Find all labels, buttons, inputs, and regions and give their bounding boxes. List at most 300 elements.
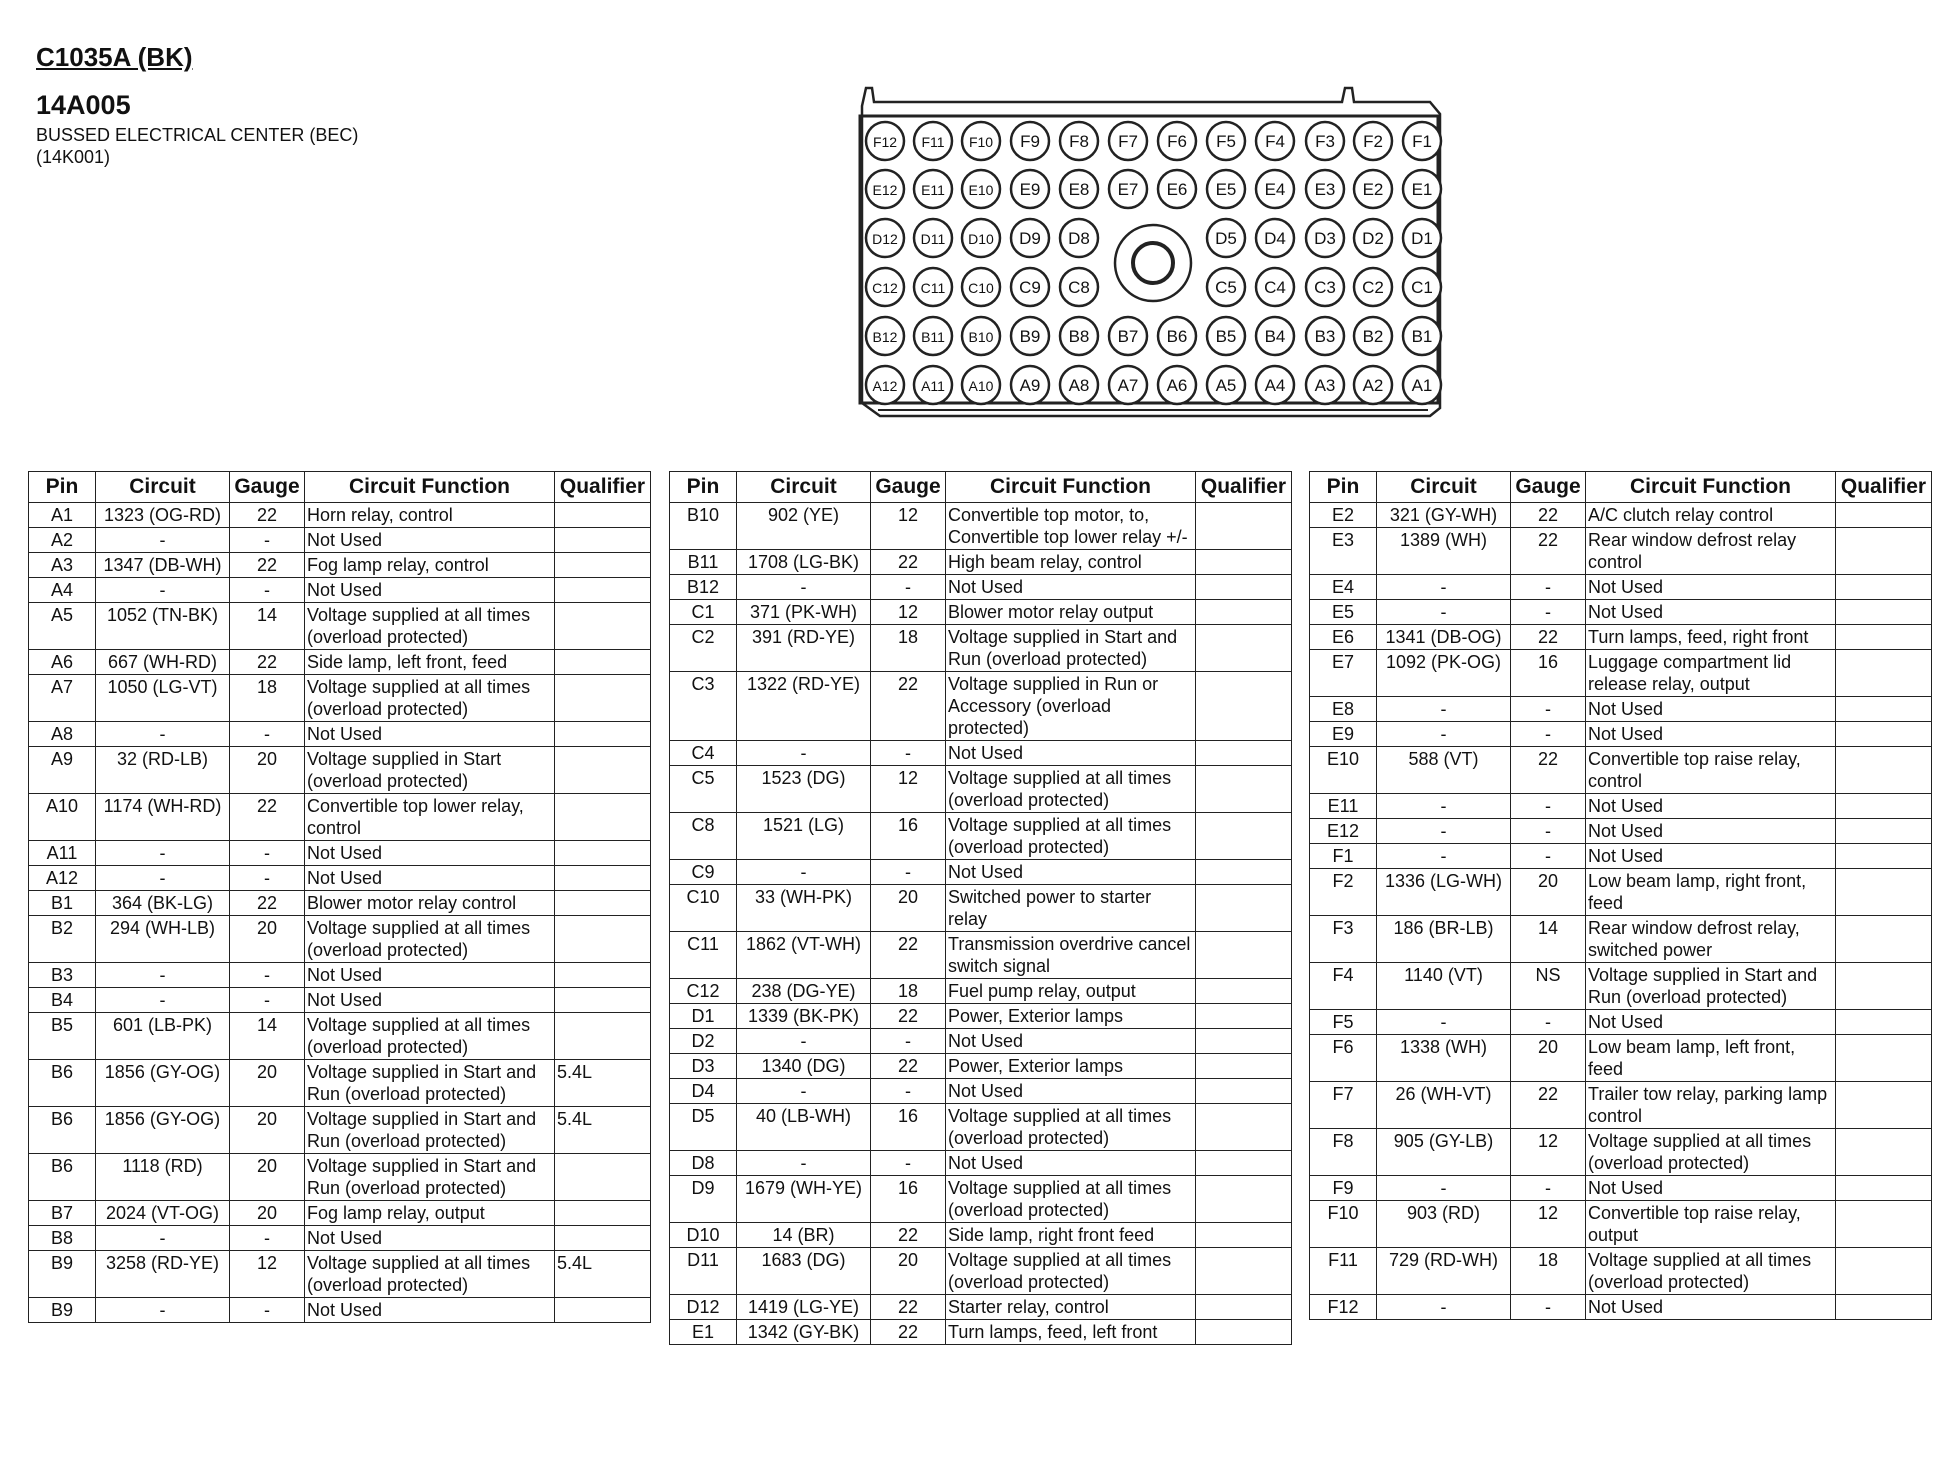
pin-cell: D11 <box>670 1248 737 1295</box>
qualifier-cell <box>1196 1320 1292 1345</box>
pin-cell: E3 <box>1310 528 1377 575</box>
gauge-cell: - <box>230 722 305 747</box>
pin-label: D8 <box>1068 229 1090 248</box>
pin-label: D3 <box>1314 229 1336 248</box>
qualifier-cell <box>1836 650 1932 697</box>
pin-table-1 <box>28 471 651 1323</box>
gauge-cell: 22 <box>1511 1082 1586 1129</box>
gauge-cell: 20 <box>230 747 305 794</box>
header-circuit: Circuit <box>1377 472 1511 503</box>
circuit-cell: 1092 (PK-OG) <box>1377 650 1511 697</box>
table-row <box>670 1079 1292 1104</box>
function-cell: Not Used <box>305 841 555 866</box>
pin-label: B12 <box>872 329 898 345</box>
pin-label: D11 <box>920 231 946 247</box>
circuit-cell: 14 (BR) <box>737 1223 871 1248</box>
circuit-cell: 1052 (TN-BK) <box>96 603 230 650</box>
function-cell: Voltage supplied at all times (overload protected) <box>946 813 1196 860</box>
pin-cell: C5 <box>670 766 737 813</box>
table-row <box>670 1176 1292 1223</box>
qualifier-cell <box>1196 550 1292 575</box>
table-row <box>1310 747 1932 794</box>
gauge-cell: - <box>230 988 305 1013</box>
pin-cell: B6 <box>29 1060 96 1107</box>
circuit-cell: - <box>96 963 230 988</box>
table-row <box>670 860 1292 885</box>
qualifier-cell <box>555 988 651 1013</box>
pin-label: F2 <box>1363 132 1383 151</box>
circuit-cell: - <box>737 860 871 885</box>
circuit-cell: - <box>96 528 230 553</box>
function-cell: Convertible top raise relay, output <box>1586 1201 1836 1248</box>
function-cell: Not Used <box>305 1298 555 1323</box>
table-row <box>1310 916 1932 963</box>
table-row <box>670 625 1292 672</box>
function-cell: Power, Exterior lamps <box>946 1004 1196 1029</box>
circuit-cell: - <box>96 841 230 866</box>
function-cell: Voltage supplied at all times (overload protected) <box>305 916 555 963</box>
function-cell: Voltage supplied at all times (overload protected) <box>946 1104 1196 1151</box>
table-row <box>670 1004 1292 1029</box>
gauge-cell: - <box>871 1079 946 1104</box>
pin-label: B10 <box>968 329 994 345</box>
pin-cell: E2 <box>1310 503 1377 528</box>
pin-cell: C1 <box>670 600 737 625</box>
gauge-cell: - <box>230 1298 305 1323</box>
pin-cell: E1 <box>670 1320 737 1345</box>
function-cell: Not Used <box>1586 1295 1836 1320</box>
pin-cell: F4 <box>1310 963 1377 1010</box>
connector-id: C1035A (BK) <box>36 42 193 72</box>
function-cell: Turn lamps, feed, left front <box>946 1320 1196 1345</box>
gauge-cell: - <box>230 963 305 988</box>
table-row <box>1310 722 1932 747</box>
circuit-cell: - <box>96 578 230 603</box>
pin-label: E2 <box>1362 180 1384 199</box>
gauge-cell: 14 <box>230 1013 305 1060</box>
circuit-cell: 3258 (RD-YE) <box>96 1251 230 1298</box>
circuit-cell: 729 (RD-WH) <box>1377 1248 1511 1295</box>
pin-label: D1 <box>1411 229 1433 248</box>
qualifier-cell <box>1836 916 1932 963</box>
function-cell: Voltage supplied in Start and Run (overload protected) <box>946 625 1196 672</box>
circuit-cell: - <box>737 741 871 766</box>
pin-cell: A11 <box>29 841 96 866</box>
function-cell: Fog lamp relay, output <box>305 1201 555 1226</box>
circuit-cell: 371 (PK-WH) <box>737 600 871 625</box>
gauge-cell: 20 <box>230 1201 305 1226</box>
table-row <box>29 1251 651 1298</box>
qualifier-cell <box>1836 600 1932 625</box>
pin-label: C8 <box>1068 278 1090 297</box>
qualifier-cell <box>1836 819 1932 844</box>
pin-label: A9 <box>1019 376 1041 395</box>
table-row <box>29 747 651 794</box>
connector-face-diagram <box>840 78 1480 428</box>
qualifier-cell <box>1836 963 1932 1010</box>
part-number: 14A005 <box>36 90 131 120</box>
table-row <box>1310 1248 1932 1295</box>
pin-cell: A12 <box>29 866 96 891</box>
function-cell: Voltage supplied in Start and Run (overload protected) <box>305 1107 555 1154</box>
pin-cell: F8 <box>1310 1129 1377 1176</box>
circuit-cell: 1856 (GY-OG) <box>96 1060 230 1107</box>
gauge-cell: 22 <box>871 1295 946 1320</box>
circuit-cell: 1340 (DG) <box>737 1054 871 1079</box>
circuit-cell: 1323 (OG-RD) <box>96 503 230 528</box>
pin-cell: E11 <box>1310 794 1377 819</box>
pin-cell: B6 <box>29 1107 96 1154</box>
function-cell: Not Used <box>305 866 555 891</box>
qualifier-cell <box>555 963 651 988</box>
qualifier-cell <box>1836 794 1932 819</box>
pin-label: F11 <box>921 134 945 150</box>
table-row <box>29 1060 651 1107</box>
gauge-cell: 22 <box>1511 528 1586 575</box>
qualifier-cell <box>1196 766 1292 813</box>
table-row <box>670 1223 1292 1248</box>
function-cell: Blower motor relay output <box>946 600 1196 625</box>
table-row <box>1310 1295 1932 1320</box>
pin-label: B8 <box>1068 327 1090 346</box>
circuit-cell: 1140 (VT) <box>1377 963 1511 1010</box>
header-gauge: Gauge <box>871 472 946 503</box>
pin-label: B4 <box>1264 327 1286 346</box>
gauge-cell: - <box>230 528 305 553</box>
pin-label: C2 <box>1362 278 1384 297</box>
pin-label: A10 <box>968 378 994 394</box>
table-row <box>670 1295 1292 1320</box>
gauge-cell: 22 <box>871 932 946 979</box>
gauge-cell: 18 <box>871 979 946 1004</box>
pin-label: E5 <box>1215 180 1237 199</box>
pin-label: B9 <box>1019 327 1041 346</box>
circuit-cell: 1322 (RD-YE) <box>737 672 871 741</box>
gauge-cell: 20 <box>230 1107 305 1154</box>
circuit-cell: 667 (WH-RD) <box>96 650 230 675</box>
pin-cell: B1 <box>29 891 96 916</box>
gauge-cell: - <box>1511 1295 1586 1320</box>
function-cell: Not Used <box>1586 819 1836 844</box>
pin-cell: D5 <box>670 1104 737 1151</box>
function-cell: Power, Exterior lamps <box>946 1054 1196 1079</box>
circuit-cell: - <box>1377 600 1511 625</box>
circuit-cell: 1419 (LG-YE) <box>737 1295 871 1320</box>
pin-cell: C12 <box>670 979 737 1004</box>
qualifier-cell <box>555 841 651 866</box>
gauge-cell: 16 <box>871 1176 946 1223</box>
qualifier-cell <box>555 503 651 528</box>
function-cell: Convertible top raise relay, control <box>1586 747 1836 794</box>
qualifier-cell: 5.4L <box>555 1107 651 1154</box>
table-row <box>29 603 651 650</box>
table-row <box>670 1104 1292 1151</box>
gauge-cell: NS <box>1511 963 1586 1010</box>
table-row <box>1310 528 1932 575</box>
pin-label: A11 <box>921 378 945 394</box>
function-cell: A/C clutch relay control <box>1586 503 1836 528</box>
function-cell: Not Used <box>946 1079 1196 1104</box>
qualifier-cell <box>555 603 651 650</box>
pin-cell: A1 <box>29 503 96 528</box>
gauge-cell: 16 <box>1511 650 1586 697</box>
pin-cell: B9 <box>29 1298 96 1323</box>
pin-label: C3 <box>1314 278 1336 297</box>
pin-cell: A7 <box>29 675 96 722</box>
pin-cell: A6 <box>29 650 96 675</box>
circuit-cell: - <box>737 1029 871 1054</box>
table-row <box>1310 844 1932 869</box>
gauge-cell: - <box>230 578 305 603</box>
function-cell: Not Used <box>1586 844 1836 869</box>
qualifier-cell <box>1836 747 1932 794</box>
pin-label: A3 <box>1314 376 1336 395</box>
qualifier-cell <box>555 650 651 675</box>
qualifier-cell <box>1196 575 1292 600</box>
gauge-cell: - <box>1511 819 1586 844</box>
gauge-cell: - <box>871 1029 946 1054</box>
circuit-cell: 601 (LB-PK) <box>96 1013 230 1060</box>
circuit-cell: 1389 (WH) <box>1377 528 1511 575</box>
pin-label: E12 <box>872 182 898 198</box>
pin-cell: D1 <box>670 1004 737 1029</box>
pin-label: F3 <box>1315 132 1335 151</box>
table-row <box>670 1029 1292 1054</box>
gauge-cell: 20 <box>1511 869 1586 916</box>
circuit-cell: - <box>96 1226 230 1251</box>
table-row <box>29 675 651 722</box>
circuit-cell: 1708 (LG-BK) <box>737 550 871 575</box>
pin-label: F7 <box>1118 132 1138 151</box>
circuit-cell: 364 (BK-LG) <box>96 891 230 916</box>
table-row <box>1310 575 1932 600</box>
pin-label: B1 <box>1411 327 1433 346</box>
qualifier-cell <box>1836 1010 1932 1035</box>
header-qualifier: Qualifier <box>1836 472 1932 503</box>
qualifier-cell <box>1836 722 1932 747</box>
qualifier-cell <box>1836 1082 1932 1129</box>
gauge-cell: 12 <box>1511 1201 1586 1248</box>
pin-cell: F1 <box>1310 844 1377 869</box>
header-qualifier: Qualifier <box>555 472 651 503</box>
function-cell: Rear window defrost relay control <box>1586 528 1836 575</box>
table-row <box>670 600 1292 625</box>
qualifier-cell <box>1836 528 1932 575</box>
pin-cell: B3 <box>29 963 96 988</box>
qualifier-cell <box>1836 1248 1932 1295</box>
gauge-cell: - <box>871 860 946 885</box>
qualifier-cell <box>1196 1004 1292 1029</box>
function-cell: Blower motor relay control <box>305 891 555 916</box>
pin-label: F1 <box>1412 132 1432 151</box>
table-row <box>1310 1201 1932 1248</box>
pin-table-2 <box>669 471 1292 1345</box>
pin-cell: E4 <box>1310 575 1377 600</box>
circuit-cell: - <box>737 1079 871 1104</box>
gauge-cell: 12 <box>1511 1129 1586 1176</box>
circuit-cell: 1336 (LG-WH) <box>1377 869 1511 916</box>
qualifier-cell <box>1836 844 1932 869</box>
pin-label: B3 <box>1314 327 1336 346</box>
qualifier-cell <box>1196 1223 1292 1248</box>
pin-label: B11 <box>921 329 945 345</box>
pin-label: A2 <box>1362 376 1384 395</box>
qualifier-cell <box>1836 1201 1932 1248</box>
circuit-cell: 1339 (BK-PK) <box>737 1004 871 1029</box>
gauge-cell: 20 <box>1511 1035 1586 1082</box>
table-row <box>29 866 651 891</box>
circuit-cell: 294 (WH-LB) <box>96 916 230 963</box>
gauge-cell: 22 <box>230 503 305 528</box>
table-row <box>670 1151 1292 1176</box>
header-pin: Pin <box>29 472 96 503</box>
pin-label: A5 <box>1215 376 1237 395</box>
function-cell: Fog lamp relay, control <box>305 553 555 578</box>
table-row <box>1310 819 1932 844</box>
pin-cell: D3 <box>670 1054 737 1079</box>
function-cell: Not Used <box>305 528 555 553</box>
pin-cell: F9 <box>1310 1176 1377 1201</box>
gauge-cell: - <box>871 1151 946 1176</box>
circuit-cell: 902 (YE) <box>737 503 871 550</box>
qualifier-cell <box>555 675 651 722</box>
function-cell: Turn lamps, feed, right front <box>1586 625 1836 650</box>
pin-label: A8 <box>1068 376 1090 395</box>
gauge-cell: - <box>230 866 305 891</box>
qualifier-cell <box>555 891 651 916</box>
circuit-cell: 1174 (WH-RD) <box>96 794 230 841</box>
pin-label: C11 <box>920 280 946 296</box>
gauge-cell: 12 <box>871 600 946 625</box>
gauge-cell: 22 <box>1511 625 1586 650</box>
pin-cell: A5 <box>29 603 96 650</box>
pin-label: D4 <box>1264 229 1286 248</box>
function-cell: Voltage supplied at all times (overload protected) <box>305 603 555 650</box>
qualifier-cell <box>555 553 651 578</box>
table-row <box>670 672 1292 741</box>
pin-label: C10 <box>968 280 994 296</box>
pin-label: E8 <box>1068 180 1090 199</box>
pin-cell: E12 <box>1310 819 1377 844</box>
pin-cell: C3 <box>670 672 737 741</box>
header-pin: Pin <box>1310 472 1377 503</box>
function-cell: Not Used <box>305 722 555 747</box>
gauge-cell: 20 <box>230 1060 305 1107</box>
pin-label: C12 <box>872 280 898 296</box>
table-row <box>670 575 1292 600</box>
pin-label: C5 <box>1215 278 1237 297</box>
function-cell: Not Used <box>946 860 1196 885</box>
qualifier-cell <box>1836 575 1932 600</box>
table-row <box>670 741 1292 766</box>
table-row <box>29 1201 651 1226</box>
table-row <box>670 885 1292 932</box>
table-row <box>1310 794 1932 819</box>
gauge-cell: 22 <box>871 550 946 575</box>
circuit-cell: 1342 (GY-BK) <box>737 1320 871 1345</box>
pin-label: F10 <box>968 134 994 150</box>
pin-cell: E5 <box>1310 600 1377 625</box>
pin-cell: B8 <box>29 1226 96 1251</box>
connector-description <box>36 124 358 168</box>
circuit-cell: 1338 (WH) <box>1377 1035 1511 1082</box>
pin-cell: B5 <box>29 1013 96 1060</box>
qualifier-cell <box>555 1226 651 1251</box>
gauge-cell: - <box>1511 794 1586 819</box>
pin-cell: C11 <box>670 932 737 979</box>
pin-cell: A2 <box>29 528 96 553</box>
qualifier-cell: 5.4L <box>555 1251 651 1298</box>
qualifier-cell <box>1196 885 1292 932</box>
function-cell: Starter relay, control <box>946 1295 1196 1320</box>
pin-cell: F7 <box>1310 1082 1377 1129</box>
pin-label: F4 <box>1265 132 1285 151</box>
header-circuit: Circuit <box>737 472 871 503</box>
pin-cell: F5 <box>1310 1010 1377 1035</box>
gauge-cell: - <box>1511 697 1586 722</box>
circuit-cell: - <box>1377 697 1511 722</box>
pin-label: A1 <box>1411 376 1433 395</box>
pin-label: D10 <box>968 231 994 247</box>
circuit-cell: 1679 (WH-YE) <box>737 1176 871 1223</box>
function-cell: Not Used <box>1586 697 1836 722</box>
circuit-cell: 40 (LB-WH) <box>737 1104 871 1151</box>
circuit-cell: 32 (RD-LB) <box>96 747 230 794</box>
function-cell: Voltage supplied at all times (overload protected) <box>946 766 1196 813</box>
qualifier-cell <box>1196 1176 1292 1223</box>
table-row <box>29 650 651 675</box>
table-row <box>1310 1035 1932 1082</box>
circuit-cell: - <box>737 1151 871 1176</box>
qualifier-cell <box>555 1013 651 1060</box>
table-row <box>670 766 1292 813</box>
circuit-cell: 186 (BR-LB) <box>1377 916 1511 963</box>
gauge-cell: 18 <box>871 625 946 672</box>
gauge-cell: 18 <box>230 675 305 722</box>
table-row <box>29 578 651 603</box>
gauge-cell: 22 <box>230 650 305 675</box>
table-row <box>29 1107 651 1154</box>
table-row <box>29 988 651 1013</box>
gauge-cell: 22 <box>230 553 305 578</box>
qualifier-cell <box>1836 503 1932 528</box>
gauge-cell: - <box>871 741 946 766</box>
gauge-cell: - <box>871 575 946 600</box>
function-cell: Not Used <box>1586 600 1836 625</box>
pin-cell: C10 <box>670 885 737 932</box>
pin-cell: C8 <box>670 813 737 860</box>
table-row <box>1310 625 1932 650</box>
pin-cell: D9 <box>670 1176 737 1223</box>
table-row <box>29 528 651 553</box>
gauge-cell: - <box>1511 844 1586 869</box>
function-cell: Not Used <box>305 578 555 603</box>
function-cell: Low beam lamp, right front, feed <box>1586 869 1836 916</box>
circuit-cell: - <box>96 722 230 747</box>
pin-label: E3 <box>1314 180 1336 199</box>
pin-cell: E6 <box>1310 625 1377 650</box>
gauge-cell: 22 <box>871 1223 946 1248</box>
circuit-cell: 1856 (GY-OG) <box>96 1107 230 1154</box>
function-cell: Not Used <box>1586 722 1836 747</box>
table-row <box>29 891 651 916</box>
pin-cell: C2 <box>670 625 737 672</box>
table-row <box>670 979 1292 1004</box>
pin-cell: E8 <box>1310 697 1377 722</box>
table-row <box>29 503 651 528</box>
table-row <box>29 963 651 988</box>
pin-cell: A3 <box>29 553 96 578</box>
